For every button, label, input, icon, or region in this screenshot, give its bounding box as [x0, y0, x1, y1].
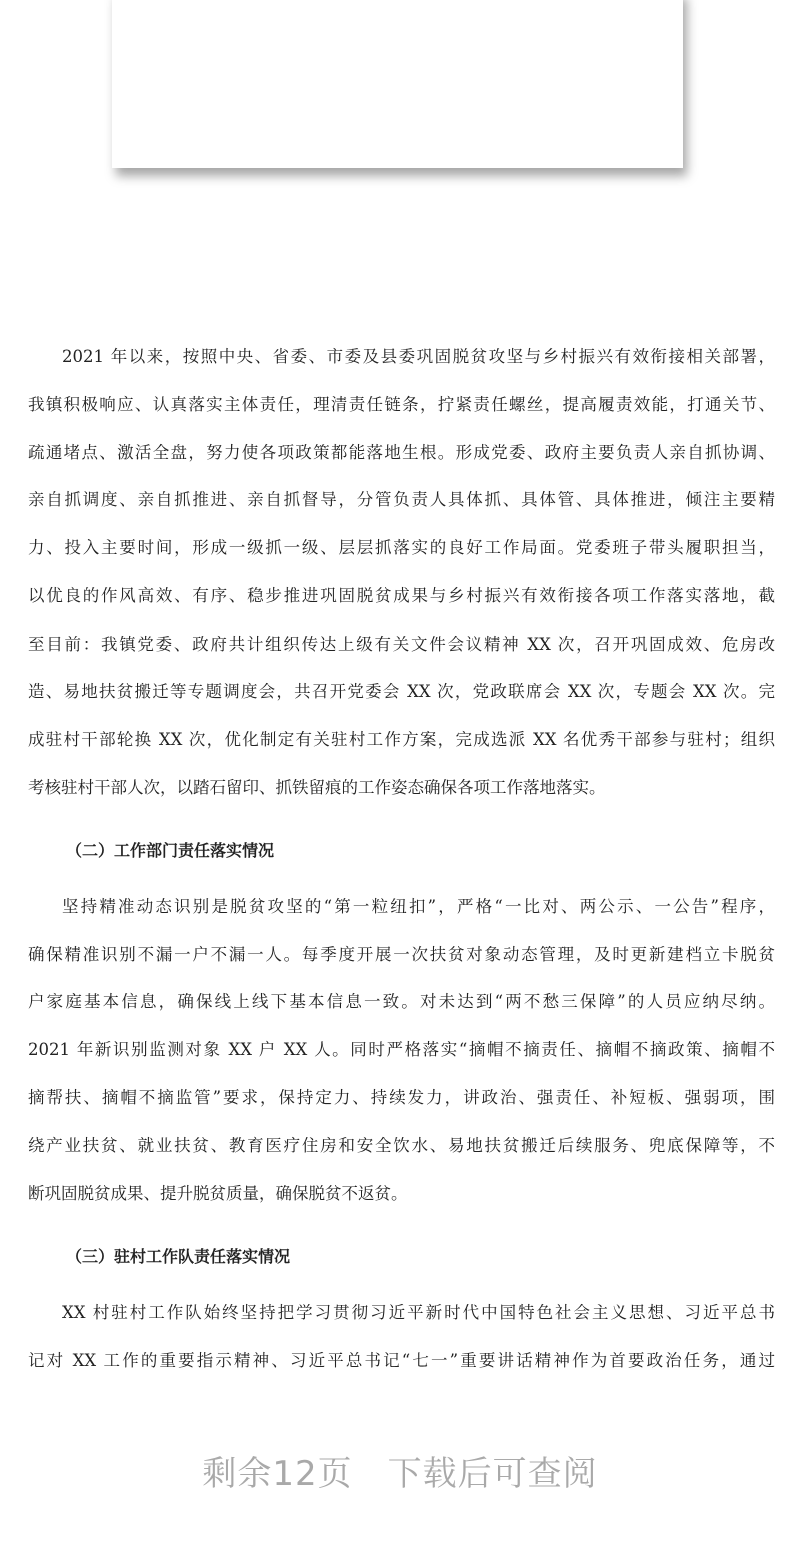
remaining-pages-notice[interactable]: 剩余12页 下载后可查阅 — [202, 1454, 598, 1494]
previous-page-preview — [112, 0, 683, 168]
paragraph-line: 我镇积极响应、认真落实主体责任，理清责任链条，拧紧责任螺丝，提高履责效能，打通关节、 — [28, 395, 775, 414]
paragraph-line: 疏通堵点、激活全盘，努力使各项政策都能落地生根。形成党委、政府主要负责人亲自抓协调、 — [28, 443, 775, 462]
paragraph-line: 至目前：我镇党委、政府共计组织传达上级有关文件会议精神 XX 次，召开巩固成效、危房改 — [28, 635, 775, 654]
paragraph-line: 2021 年新识别监测对象 XX 户 XX 人。同时严格落实“摘帽不摘责任、摘帽不摘政策、摘帽不 — [28, 1040, 775, 1059]
paragraph-line: 以优良的作风高效、有序、稳步推进巩固脱贫成果与乡村振兴有效衔接各项工作落实落地，截 — [28, 586, 775, 605]
paragraph-line: 摘帮扶、摘帽不摘监管”要求，保持定力、持续发力，讲政治、强责任、补短板、强弱项，围 — [28, 1088, 775, 1107]
paragraph-line: XX 村驻村工作队始终坚持把学习贯彻习近平新时代中国特色社会主义思想、习近平总书 — [62, 1303, 775, 1322]
paragraph-line: 力、投入主要时间，形成一级抓一级、层层抓落实的良好工作局面。党委班子带头履职担当， — [28, 538, 775, 557]
paragraph-line: 户家庭基本信息，确保线上线下基本信息一致。对未达到“两不愁三保障”的人员应纳尽纳。 — [28, 992, 775, 1011]
paragraph-line: 记对 XX 工作的重要指示精神、习近平总书记“七一”重要讲话精神作为首要政治任务，通过 — [28, 1351, 775, 1370]
paragraph-line: 2021 年以来，按照中央、省委、市委及县委巩固脱贫攻坚与乡村振兴有效衔接相关部署， — [62, 347, 775, 366]
section-heading: （二）工作部门责任落实情况 — [66, 841, 275, 860]
paragraph-line: 造、易地扶贫搬迁等专题调度会，共召开党委会 XX 次，党政联席会 XX 次，专题会 XX 次。完 — [28, 682, 775, 701]
paragraph-line: 断巩固脱贫成果、提升脱贫质量，确保脱贫不返贫。 — [28, 1184, 408, 1203]
paragraph-line: 绕产业扶贫、就业扶贫、教育医疗住房和安全饮水、易地扶贫搬迁后续服务、兜底保障等，不 — [28, 1136, 775, 1155]
paragraph-line: 成驻村干部轮换 XX 次，优化制定有关驻村工作方案，完成选派 XX 名优秀干部参与驻村；组织 — [28, 730, 775, 749]
paragraph-line: 考核驻村干部人次，以踏石留印、抓铁留痕的工作姿态确保各项工作落地落实。 — [28, 778, 606, 797]
paragraph-line: 确保精准识别不漏一户不漏一人。每季度开展一次扶贫对象动态管理，及时更新建档立卡脱贫 — [28, 945, 775, 964]
paragraph-line: 坚持精准动态识别是脱贫攻坚的“第一粒纽扣”，严格“一比对、两公示、一公告”程序， — [62, 897, 775, 916]
paragraph-line: 亲自抓调度、亲自抓推进、亲自抓督导，分管负责人具体抓、具体管、具体推进，倾注主要精 — [28, 490, 775, 509]
section-heading: （三）驻村工作队责任落实情况 — [66, 1247, 291, 1266]
